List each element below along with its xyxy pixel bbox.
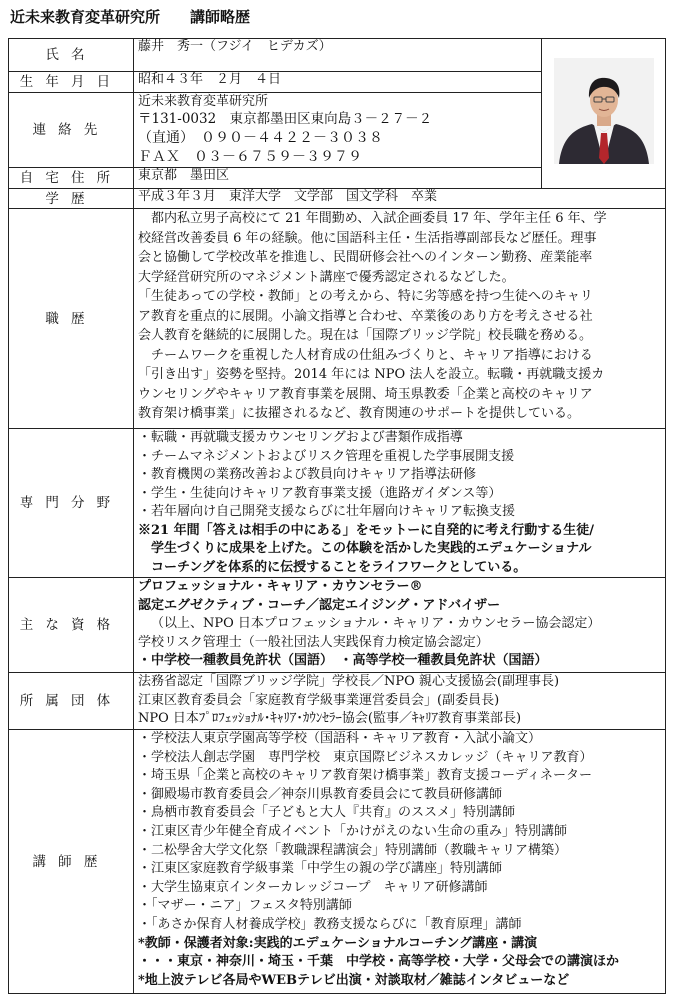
organization-item: NPO 日本ﾌﾟﾛﾌｪｯｼｮﾅﾙ･ｷｬﾘｱ･ｶｳﾝｾﾗｰ協会(監事／ｷｬﾘｱ教育事業部長)	[138, 711, 522, 726]
contact-value	[134, 93, 542, 168]
organization-item: 法務省認定「国際ブリッジ学院」学校長／NPO 親心支援協会(副理事長)	[138, 674, 560, 689]
lecture-item: ・御殿場市教育委員会／神奈川県教育委員会にて教員研修講師	[138, 786, 503, 802]
lecture-item: ・学校法人東京学園高等学校（国語科・キャリア教育・入試小論文）	[138, 731, 542, 746]
career-line: 「生徒あっての学校・教師」との考えから、特に劣等感を持つ生徒へのキャリ	[138, 289, 593, 304]
row-career	[9, 209, 666, 429]
label-education: 学歴	[9, 189, 134, 209]
contact-org: 近未来教育変革研究所	[138, 94, 269, 109]
career-line: 「引き出す」姿勢を堅持。2014 年には NPO 法人を設立。転職・再就職支援カ	[138, 367, 605, 382]
specialty-item: ・若年層向け自己開発支援ならびに壮年層向けキャリア転換支援	[138, 504, 516, 519]
specialty-item: ・チームマネジメントおよびリスク管理を重視した学事展開支援	[138, 448, 515, 464]
photo-cell	[542, 39, 666, 189]
career-line: チームワークを重視した人材育成の仕組みづくりと、キャリア指導における	[151, 347, 593, 363]
specialty-note: 学生づくりに成果を上げた。この体験を活かした実践的エデュケーショナル	[151, 541, 592, 556]
row-lectures	[9, 730, 666, 994]
lecture-item: ・江東区家庭教育学級事業「中学生の親の学び講座」特別講師	[138, 861, 503, 877]
lectures-value	[134, 730, 666, 994]
lecture-item: ・江東区青少年健全育成イベント「かけがえのない生命の重み」特別講師	[138, 823, 568, 839]
profile-table	[8, 38, 666, 994]
qualification-item: 学校リスク管理士（一般社団法人実践保育力検定協会認定）	[138, 634, 489, 650]
label-name: 氏名	[9, 39, 134, 72]
lecture-note: *教師・保護者対象:実践的エデュケーショナルコーチング講座・講演	[138, 935, 538, 951]
specialty-item: ・転職・再就職支援カウンセリングおよび書類作成指導	[138, 430, 463, 445]
organization-item: 江東区教育委員会「家庭教育学級事業運営委員会」(副委員長)	[138, 692, 500, 708]
document-title: 近未来教育変革研究所 講師略歴	[10, 8, 251, 26]
label-qualifications: 主な資格	[9, 578, 134, 673]
specialty-item: ・教育機関の業務改善および教員向けキャリア指導法研修	[138, 467, 477, 482]
qualifications-value	[134, 578, 666, 673]
label-career: 職歴	[9, 209, 134, 429]
lecture-item: ・大学生協東京インターカレッジコープ キャリア研修講師	[138, 879, 488, 895]
row-qualifications	[9, 578, 666, 673]
portrait-photo	[554, 58, 654, 164]
name-value: 藤井 秀一（フジイ ヒデカズ）	[134, 39, 542, 72]
qualification-item: プロフェッショナル・キャリア・カウンセラー®	[138, 579, 423, 594]
career-line: 会人教育を継続的に展開した。現在は「国際ブリッジ学院」校長職を務める。	[138, 328, 592, 343]
specialty-note: ※21 年間「答えは相手の中にある」をモットーに自発的に考え行動する生徒/	[138, 522, 594, 538]
lecture-item: ・学校法人創志学園 専門学校 東京国際ビジネスカレッジ（キャリア教育）	[138, 749, 593, 765]
home-value: 東京都 墨田区	[134, 168, 542, 189]
contact-address: 〒131-0032 東京都墨田区東向島３－２７－２	[138, 111, 433, 127]
contact-fax: ＦＡＸ ０３－６７５９－３９７９	[138, 149, 362, 165]
qualification-item: ・中学校一種教員免許状（国語） ・高等学校一種教員免許状（国語）	[138, 653, 548, 668]
specialty-item: ・学生・生徒向けキャリア教育事業支援（進路ガイダンス等）	[138, 485, 502, 501]
lecture-item: ・埼玉県「企業と高校のキャリア教育架け橋事業」教育支援コーディネーター	[138, 768, 592, 784]
lecture-note: ・・・東京・神奈川・埼玉・千葉 中学校・高等学校・大学・父母会での講演ほか	[138, 954, 620, 970]
career-line: ウンセリングやキャリア教育事業を展開、埼玉県教委「企業と高校のキャリア	[138, 386, 593, 402]
birth-value: 昭和４３年 ２月 ４日	[134, 72, 542, 93]
label-birth: 生年月日	[9, 72, 134, 93]
career-line: ア教育を重点的に展開。小論文指導と合わせ、卒業後のあり方を考えさせる社	[138, 308, 593, 324]
organizations-value	[134, 673, 666, 730]
education-value: 平成３年３月 東洋大学 文学部 国文学科 卒業	[134, 189, 666, 209]
lecture-item: ・「マザー・ニア」フェスタ特別講師	[138, 898, 352, 914]
career-line: 大学経営研究所のマネジメント講座で優秀認定されるなどした。	[138, 269, 515, 285]
row-name	[9, 39, 666, 72]
row-education	[9, 189, 666, 209]
specialty-value	[134, 429, 666, 578]
lecture-item: ・鳥栖市教育委員会「子どもと大人『共育』のススメ」特別講師	[138, 805, 516, 821]
career-line: 都内私立男子高校にて 21 年間勤め、入試企画委員 17 年、学年主任 6 年、学	[151, 211, 607, 226]
specialty-note: コーチングを体系的に伝授することをライフワークとしている。	[151, 559, 527, 575]
career-line: 会と協働して学校改革を推進し、民間研修会社へのインターン勤務、産業能率	[138, 250, 593, 265]
row-specialty	[9, 429, 666, 578]
label-organizations: 所属団体	[9, 673, 134, 730]
label-home: 自宅住所	[9, 168, 134, 189]
row-organizations	[9, 673, 666, 730]
label-contact: 連絡先	[9, 93, 134, 168]
label-lectures: 講師歴	[9, 730, 134, 994]
lecture-note: *地上波テレビ各局やWEBテレビ出演・対談取材／雑誌インタビューなど	[138, 972, 570, 988]
qualification-note: （以上、NPO 日本プロフェッショナル・キャリア・カウンセラー協会認定）	[151, 616, 601, 631]
career-line: 教育架け橋事業」に抜擢されるなど、教育関連のサポートを提供している。	[138, 406, 581, 421]
lecture-item: ・「あさか保育人材養成学校」教務支援ならびに「教育原理」講師	[138, 916, 522, 932]
qualification-item: 認定エグゼクティブ・コーチ／認定エイジング・アドバイザー	[138, 597, 501, 613]
lecture-item: ・二松學舍大学文化祭「教職課程講演会」特別講師（教職キャリア構築）	[138, 842, 568, 858]
career-line: 校経営改善委員 6 年の経験。他に国語科主任・生活指導副部長など歴任。理事	[138, 230, 597, 246]
label-specialty: 専門分野	[9, 429, 134, 578]
contact-phone: （直通） ０９０－４４２２－３０３８	[138, 130, 383, 146]
career-value	[134, 209, 666, 429]
